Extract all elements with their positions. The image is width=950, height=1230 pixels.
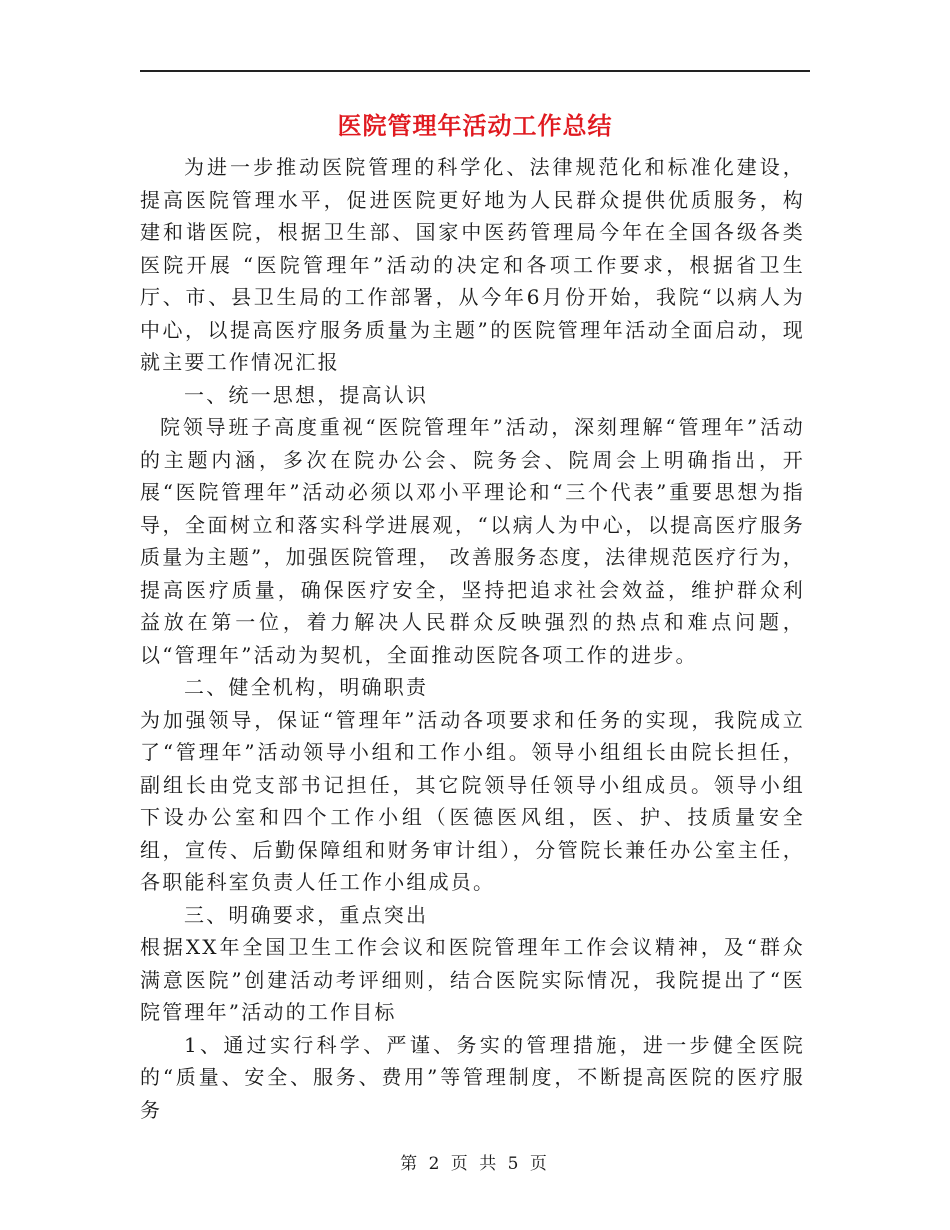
section-heading-3: 三、明确要求，重点突出 — [184, 902, 429, 927]
section-heading-1: 一、统一思想，提高认识 — [184, 382, 429, 407]
document-body — [140, 151, 805, 1126]
goal-1-paragraph: 1、通过实行科学、严谨、务实的管理措施，进一步健全医院的“质量、安全、服务、费用”等管理制度，不断提高医院的医疗服务 — [140, 1032, 805, 1122]
section-heading-2: 二、健全机构，明确职责 — [184, 675, 429, 699]
section-3-paragraph: 根据XX年全国卫生工作会议和医院管理年工作会议精神，及“群众满意医院”创建活动考评细则，结合医院实际情况，我院提出了“医院管理年”活动的工作目标 — [140, 935, 805, 1024]
document-title: 医院管理年活动工作总结 — [337, 111, 613, 140]
intro-paragraph: 为进一步推动医院管理的科学化、法律规范化和标准化建设，提高医院管理水平，促进医院更好地为人民群众提供优质服务，构建和谐医院，根据卫生部、国家中医药管理局今年在全国各级各类医院开展 “医院管理年”活动的决定和各项工作要求，根据省卫生厅、市、县卫生局的工作部署，从今年6月份开始，我院“以病人为中心，以提高医疗服务质量为主题”的医院管理年活动全面启动，现就主要工作情况汇报 — [140, 155, 805, 374]
page-number-footer: 第 2 页 共 5 页 — [400, 1154, 550, 1174]
section-1-paragraph: 院领导班子高度重视“医院管理年”活动，深刻理解“管理年”活动的主题内涵，多次在院办公会、院务会、院周会上明确指出，开展“医院管理年”活动必须以邓小平理论和“三个代表”重要思想为指导，全面树立和落实科学进展观，“以病人为中心，以提高医疗服务质量为主题”，加强医院管理， 改善服务态度，法律规范医疗行为，提高医疗质量，确保医疗安全，坚持把追求社会效益，维护群众利益放在第一位，着力解决人民群众反映强烈的热点和难点问题，以“管理年”活动为契机，全面推动医院各项工作的进步。 — [140, 415, 805, 667]
section-2-paragraph: 为加强领导，保证“管理年”活动各项要求和任务的实现，我院成立了“管理年”活动领导小组和工作小组。领导小组组长由院长担任，副组长由党支部书记担任，其它院领导任领导小组成员。领导小组下设办公室和四个工作小组（医德医风组，医、护、技质量安全组，宣传、后勤保障组和财务审计组），分管院长兼任办公室主任，各职能科室负责人任工作小组成员。 — [140, 707, 805, 894]
header-rule — [140, 70, 810, 72]
